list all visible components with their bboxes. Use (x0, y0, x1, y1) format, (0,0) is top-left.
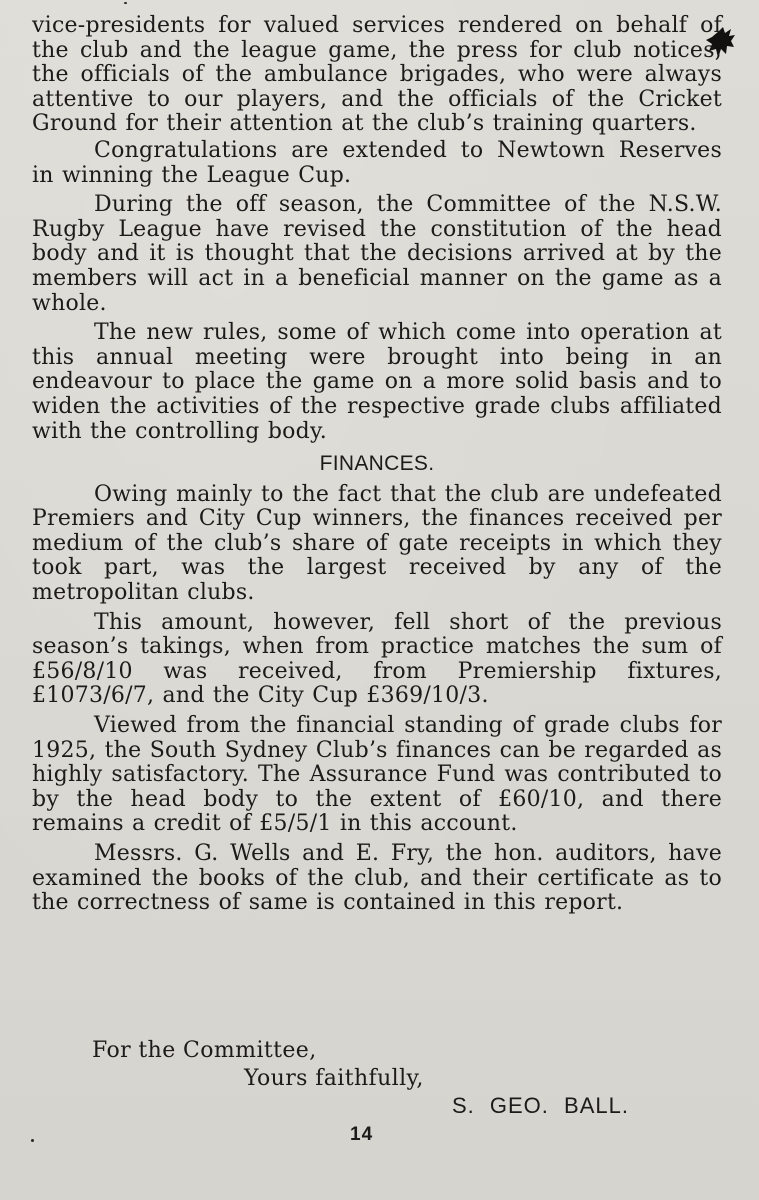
paragraph-constitution: During the off season, the Committee of the N.S.W. Rugby League have revised the constitution of the head body and it is thought that the decisions arrived at by the members will act in a beneficial manner on the game as a whole. (32, 192, 722, 316)
ink-speck (31, 1139, 34, 1142)
paragraph-finances-gate-receipts: Owing mainly to the fact that the club are undefeated Premiers and City Cup winners, the finances received per medium of the club’s share of gate receipts in which they took part, was the largest received by any of the metropolitan clubs. (32, 481, 722, 606)
signatory-name: S. GEO. BALL. (452, 1093, 629, 1118)
paragraph-congratulations: Congratulations are extended to Newtown Reserves in winning the League Cup. (32, 137, 722, 188)
paragraph-finances-standing: Viewed from the financial standing of grade clubs for 1925, the South Sydney Club’s finances can be regarded as highly satisfactory. The Assurance Fund was contributed to by the head body to the extent of £60/10, and there remains a credit of £5/5/1 in this account. (32, 713, 722, 837)
paragraph-finances-previous-season: This amount, however, fell short of the previous season’s takings, when from practice matches the sum of £56/8/10 was received, from Premiership fixtures, £1073/6/7, and the City Cup £369/10/3. (32, 609, 722, 709)
letter-body (32, 14, 722, 916)
page-number: 14 (350, 1124, 374, 1145)
ink-speck (124, 2, 127, 4)
finances-heading: FINANCES. (319, 452, 435, 476)
paragraph-auditors: Messrs. G. Wells and E. Fry, the hon. auditors, have examined the books of the club, and their certificate as to the correctness of same is contained in this report. (32, 841, 722, 916)
paragraph-new-rules: The new rules, some of which come into operation at this annual meeting were brought into being in an endeavour to place the game on a more solid basis and to widen the activities of the respective grade clubs affiliated with the controlling body. (32, 320, 722, 444)
closing-yours-faithfully: Yours faithfully, (244, 1066, 424, 1091)
paragraph-closing-thanks: vice-presidents for valued services rendered on behalf of the club and the league game, the press for club notices, the officials of the ambulance brigades, who were always attentive to our players, and the officials of the Cricket Ground for their attention at the club’s training quarters. (32, 13, 722, 137)
closing-for-committee: For the Committee, (92, 1038, 317, 1063)
